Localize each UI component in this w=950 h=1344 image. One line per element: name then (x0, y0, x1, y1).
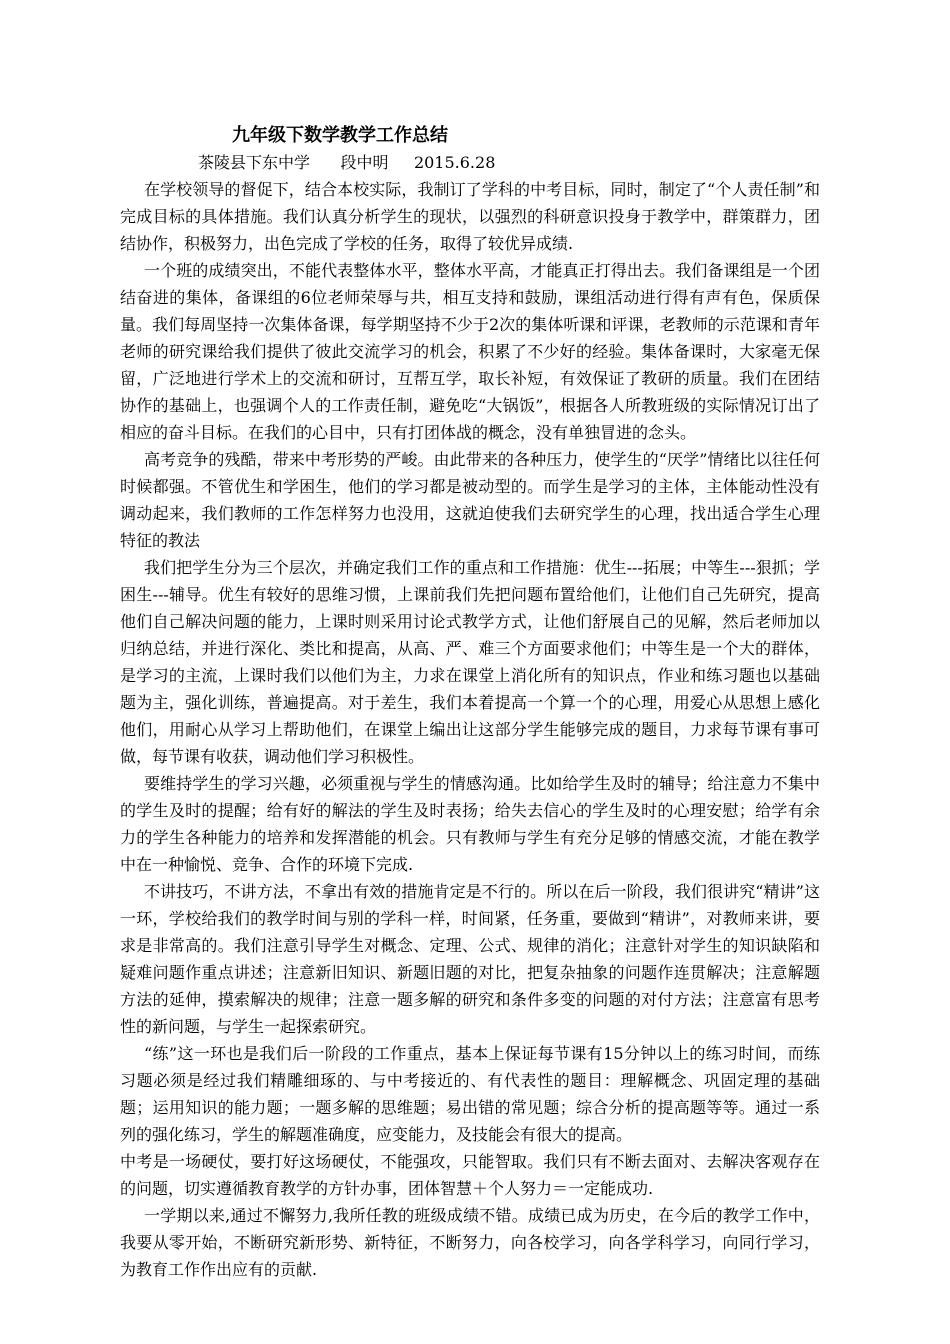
paragraph: 中考是一场硬仗，要打好这场硬仗，不能强攻，只能智取。我们只有不断去面对、去解决客观存在的问题，切实遵循教育教学的方针办事，团体智慧＋个人努力＝一定能成功. (120, 1152, 820, 1198)
paragraph: 我们把学生分为三个层次，并确定我们工作的重点和工作措施：优生---拓展；中等生---狠抓；学困生---辅导。优生有较好的思维习惯，上课前我们先把问题布置给他们，让他们自己先研究，提高他们自己解决问题的能力，上课时则采用讨论式教学方式，让他们舒展自己的见解，然后老师加以归纳总结，并进行深化、类比和提高，从高、严、难三个方面要求他们；中等生是一个大的群体，是学习的主流，上课时我们以他们为主，力求在课堂上消化所有的知识点，作业和练习题也以基础题为主，强化训练，普遍提高。对于差生，我们本着提高一个算一个的心理，用爱心从思想上感化他们，用耐心从学习上帮助他们，在课堂上编出让这部分学生能够完成的题目，力求每节课有事可做，每节课有收获，调动他们学习积极性。 (120, 558, 820, 766)
document-body (120, 122, 820, 1283)
paragraph: 高考竞争的残酷，带来中考形势的严峻。由此带来的各种压力，使学生的“厌学”情绪比以往任何时候都强。不管优生和学困生，他们的学习都是被动型的。而学生是学习的主体，主体能动性没有调动起来，我们教师的工作怎样努力也没用，这就迫使我们去研究学生的心理，找出适合学生心理特征的教法 (120, 450, 820, 550)
document-title: 九年级下数学教学工作总结 (232, 125, 448, 146)
document-byline: 茶陵县下东中学 段中明 2015.6.28 (198, 153, 496, 172)
paragraph: 要维持学生的学习兴趣，必须重视与学生的情感沟通。比如给学生及时的辅导；给注意力不集中的学生及时的提醒；给有好的解法的学生及时表扬；给失去信心的学生及时的心理安慰；给学有余力的学生各种能力的培养和发挥潜能的机会。只有教师与学生有充分足够的情感交流，才能在教学中在一种愉悦、竞争、合作的环境下完成. (120, 774, 820, 874)
paragraph: “练”这一环也是我们后一阶段的工作重点，基本上保证每节课有15分钟以上的练习时间，而练习题必须是经过我们精雕细琢的、与中考接近的、有代表性的题目：理解概念、巩固定理的基础题；运用知识的能力题；一题多解的思维题；易出错的常见题；综合分析的提高题等等。通过一系列的强化练习，学生的解题准确度，应变能力，及技能会有很大的提高。 (120, 1044, 820, 1144)
paragraph: 不讲技巧，不讲方法，不拿出有效的措施肯定是不行的。所以在后一阶段，我们很讲究“精讲”这一环，学校给我们的教学时间与别的学科一样，时间紧，任务重，要做到“精讲”，对教师来讲，要求是非常高的。我们注意引导学生对概念、定理、公式、规律的消化；注意针对学生的知识缺陷和疑难问题作重点讲述；注意新旧知识、新题旧题的对比，把复杂抽象的问题作连贯解决；注意解题方法的延伸，摸索解决的规律；注意一题多解的研究和条件多变的问题的对付方法；注意富有思考性的新问题，与学生一起探索研究。 (120, 882, 820, 1036)
paragraph: 一学期以来,通过不懈努力,我所任教的班级成绩不错。成绩已成为历史，在今后的教学工作中，我要从零开始，不断研究新形势、新特征，不断努力，向各校学习，向各学科学习，向同行学习，为教育工作作出应有的贡献. (120, 1206, 820, 1279)
paragraph: 在学校领导的督促下，结合本校实际，我制订了学科的中考目标，同时，制定了“个人责任制”和完成目标的具体措施。我们认真分析学生的现状，以强烈的科研意识投身于教学中，群策群力，团结协作，积极努力，出色完成了学校的任务，取得了较优异成绩. (120, 180, 820, 253)
paragraph: 一个班的成绩突出，不能代表整体水平，整体水平高，才能真正打得出去。我们备课组是一个团结奋进的集体，备课组的6位老师荣辱与共，相互支持和鼓励，课组活动进行得有声有色，保质保量。我们每周坚持一次集体备课，每学期坚持不少于2次的集体听课和评课，老教师的示范课和青年老师的研究课给我们提供了彼此交流学习的机会，积累了不少好的经验。集体备课时，大家毫无保留，广泛地进行学术上的交流和研讨，互帮互学，取长补短，有效保证了教研的质量。我们在团结协作的基础上，也强调个人的工作责任制，避免吃“大锅饭”，根据各人所教班级的实际情况订出了相应的奋斗目标。在我们的心目中，只有打团体战的概念，没有单独冒进的念头。 (120, 261, 820, 442)
